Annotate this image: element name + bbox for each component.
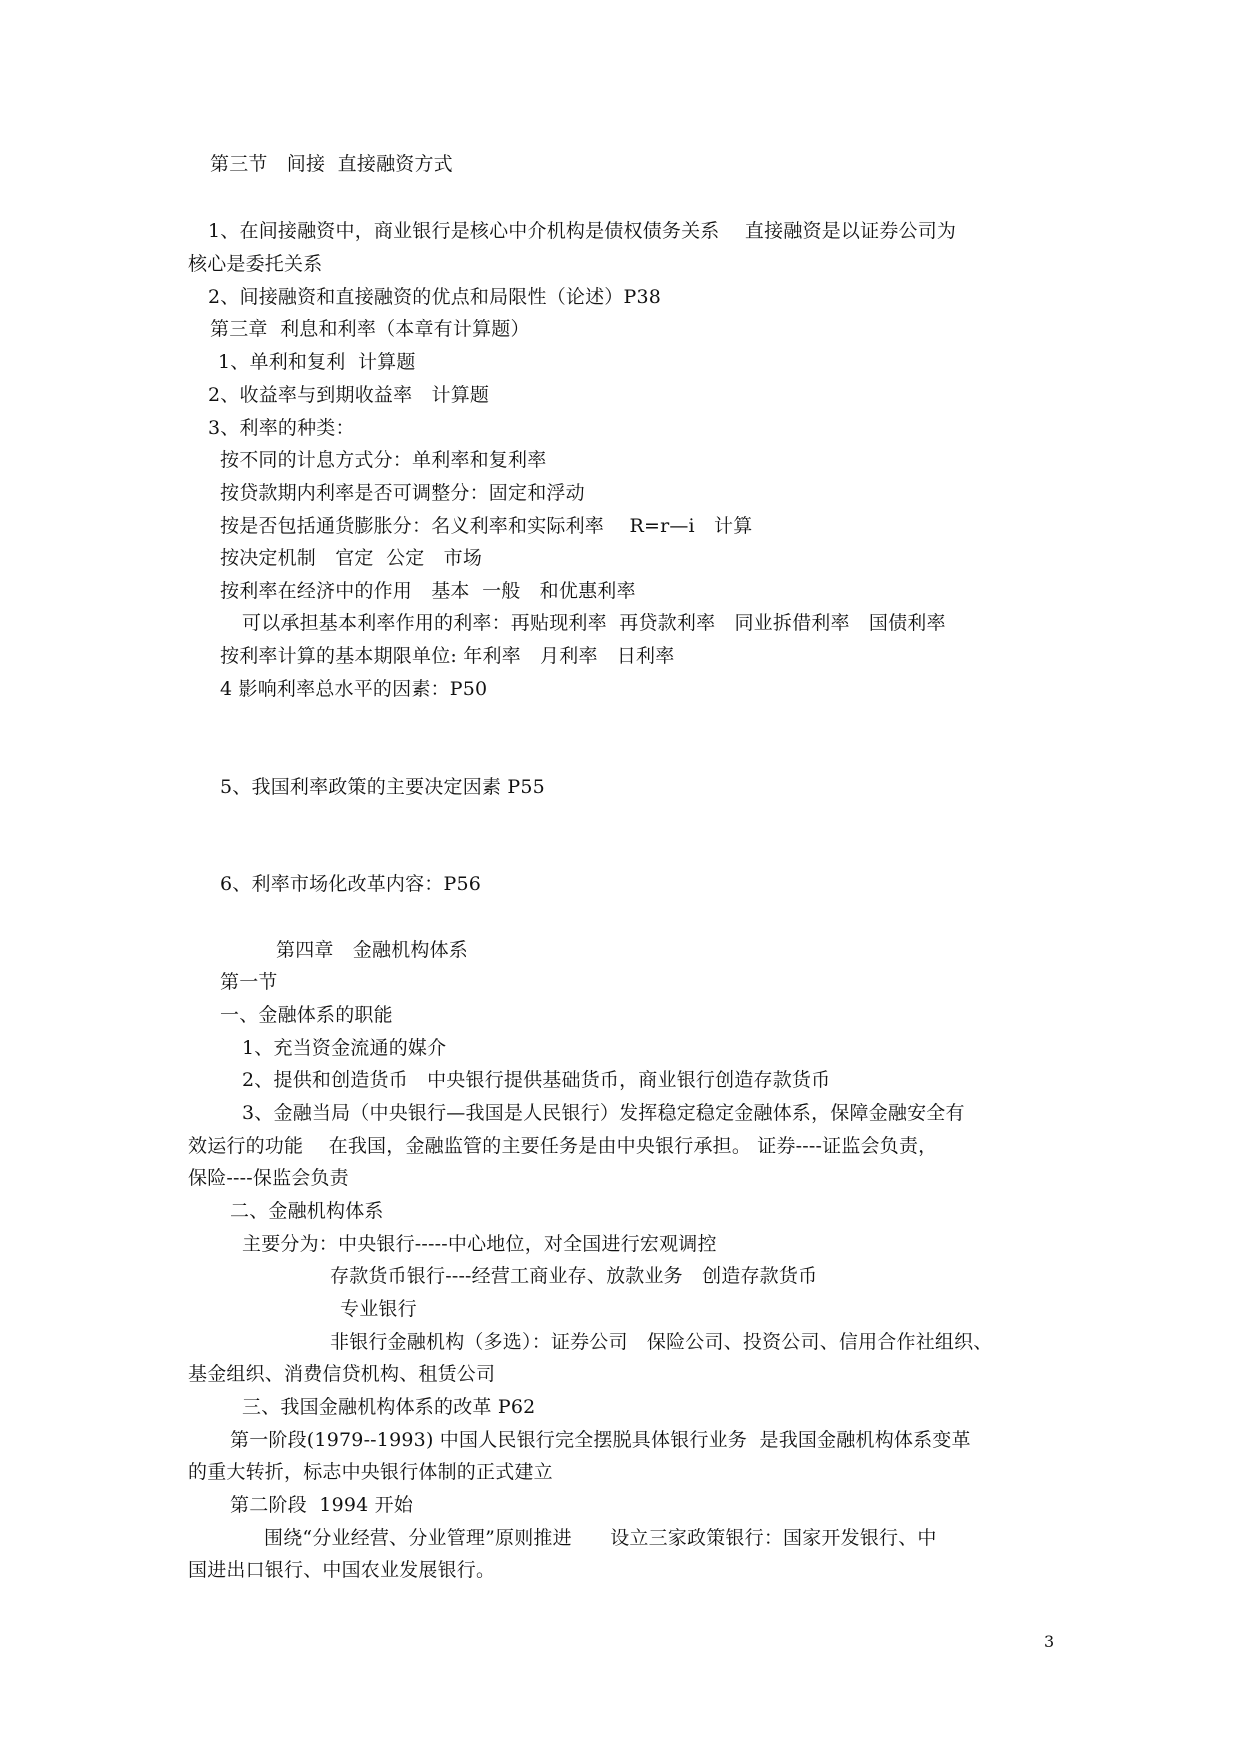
list-item: 2、提供和创造货币 中央银行提供基础货币，商业银行创造存款货币 [242,1069,831,1091]
paragraph-line: 效运行的功能 在我国，金融监管的主要任务是由中央银行承担。 证券----证监会负责， [188,1135,938,1157]
chapter-heading-4: 第四章 金融机构体系 [276,939,469,961]
paragraph-line: 存款货币银行----经营工商业存、放款业务 创造存款货币 [330,1265,818,1287]
subsection-heading: 三、我国金融机构体系的改革 P62 [242,1396,536,1418]
paragraph-line: 第二阶段 1994 开始 [230,1494,414,1516]
list-item: 按不同的计息方式分：单利率和复利率 [220,449,547,471]
list-item: 4 影响利率总水平的因素：P50 [220,678,488,700]
list-item: 按贷款期内利率是否可调整分：固定和浮动 [220,482,585,504]
list-item: 按是否包括通货膨胀分：名义利率和实际利率 R=r—i 计算 [220,515,753,537]
section-heading-1: 第一节 [220,971,278,993]
list-item: 3、金融当局（中央银行—我国是人民银行）发挥稳定稳定金融体系，保障金融安全有 [242,1102,965,1124]
list-item: 3、利率的种类： [208,417,355,439]
paragraph-line: 基金组织、消费信贷机构、租赁公司 [188,1363,496,1385]
chapter-heading-3: 第三章 利息和利率（本章有计算题） [210,318,530,340]
list-item: 按利率计算的基本期限单位: 年利率 月利率 日利率 [220,645,675,667]
paragraph-line: 围绕“分业经营、分业管理”原则推进 设立三家政策银行：国家开发银行、中 [264,1527,937,1549]
list-item: 可以承担基本利率作用的利率：再贴现利率 再贷款利率 同业拆借利率 国债利率 [242,612,946,634]
list-item: 6、利率市场化改革内容：P56 [220,873,482,895]
list-item: 按决定机制 官定 公定 市场 [220,547,483,569]
page-number: 3 [1044,1632,1055,1651]
list-item: 1、单利和复利 计算题 [218,351,416,373]
paragraph-line: 主要分为：中央银行-----中心地位，对全国进行宏观调控 [242,1233,717,1255]
subsection-heading: 二、金融机构体系 [230,1200,384,1222]
paragraph-line: 1、在间接融资中，商业银行是核心中介机构是债权债务关系 直接融资是以证券公司为 [208,220,957,242]
list-item: 2、收益率与到期收益率 计算题 [208,384,490,406]
paragraph-line: 非银行金融机构（多选）：证券公司 保险公司、投资公司、信用合作社组织、 [330,1331,993,1353]
paragraph-line: 专业银行 [340,1298,417,1320]
paragraph-line: 2、间接融资和直接融资的优点和局限性（论述）P38 [208,286,662,308]
paragraph-line: 保险----保监会负责 [188,1167,349,1189]
list-item: 1、充当资金流通的媒介 [242,1037,447,1059]
section-heading-3: 第三节 间接 直接融资方式 [210,153,453,175]
paragraph-line: 国进出口银行、中国农业发展银行。 [188,1559,496,1581]
list-item: 5、我国利率政策的主要决定因素 P55 [220,776,545,798]
paragraph-line: 核心是委托关系 [188,253,323,275]
paragraph-line: 第一阶段(1979--1993) 中国人民银行完全摆脱具体银行业务 是我国金融机构体系变革 [230,1429,971,1451]
paragraph-line: 的重大转折，标志中央银行体制的正式建立 [188,1461,553,1483]
list-item: 按利率在经济中的作用 基本 一般 和优惠利率 [220,580,636,602]
subsection-heading: 一、金融体系的职能 [220,1004,393,1026]
